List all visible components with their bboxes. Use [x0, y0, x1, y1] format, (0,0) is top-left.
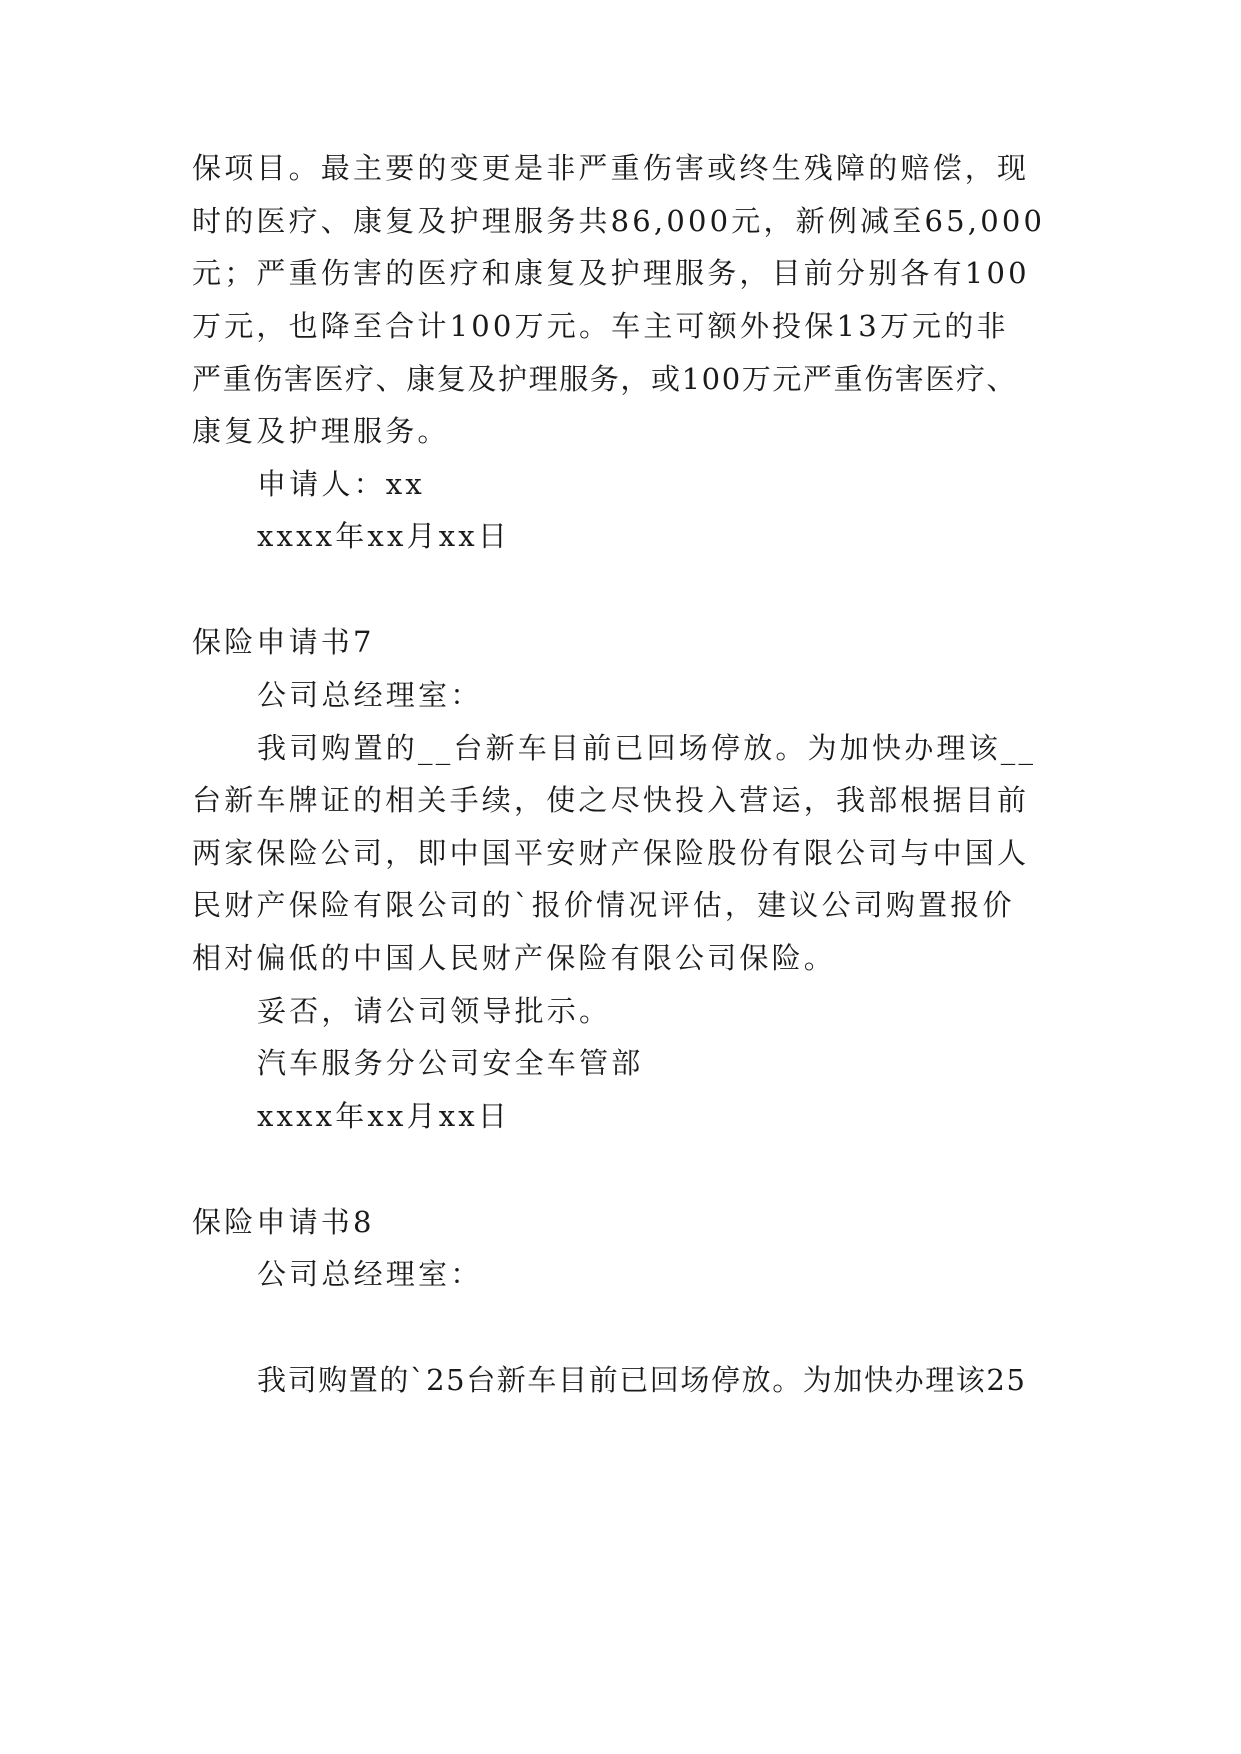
- intro-paragraph-line-2: 时的医疗、康复及护理服务共86,000元，新例减至65,000: [192, 204, 1046, 238]
- section-8-addressee: 公司总经理室：: [257, 1257, 483, 1291]
- section-8-title: 保险申请书8: [192, 1205, 375, 1239]
- section-7-body-line-4: 民财产保险有限公司的`报价情况评估，建议公司购置报价: [192, 888, 1015, 922]
- section-7-date: xxxx年xx月xx日: [257, 1099, 511, 1133]
- intro-paragraph-line-1: 保项目。最主要的变更是非严重伤害或终生残障的赔偿，现: [192, 151, 1030, 185]
- section-7-body-line-1: 我司购置的__台新车目前已回场停放。为加快办理该__: [257, 731, 1037, 765]
- section-7-addressee: 公司总经理室：: [257, 678, 483, 712]
- intro-paragraph-line-4: 万元，也降至合计100万元。车主可额外投保13万元的非: [192, 309, 1009, 343]
- intro-paragraph-line-6: 康复及护理服务。: [192, 414, 450, 448]
- section-7-signature: 汽车服务分公司安全车管部: [257, 1046, 644, 1080]
- section-7-body-line-3: 两家保险公司，即中国平安财产保险股份有限公司与中国人: [192, 836, 1030, 870]
- applicant-line: 申请人：xx: [257, 467, 425, 501]
- intro-paragraph-line-5: 严重伤害医疗、康复及护理服务，或100万元严重伤害医疗、: [192, 362, 1018, 396]
- intro-paragraph-line-3: 元；严重伤害的医疗和康复及护理服务，目前分别各有100: [192, 256, 1030, 290]
- section-7-request: 妥否，请公司领导批示。: [257, 994, 612, 1028]
- section-7-body-line-2: 台新车牌证的相关手续，使之尽快投入营运，我部根据目前: [192, 783, 1030, 817]
- section-7-title: 保险申请书7: [192, 625, 375, 659]
- date-line-1: xxxx年xx月xx日: [257, 519, 511, 553]
- section-7-body-line-5: 相对偏低的中国人民财产保险有限公司保险。: [192, 941, 837, 975]
- section-8-body-line-1: 我司购置的`25台新车目前已回场停放。为加快办理该25: [257, 1363, 1027, 1397]
